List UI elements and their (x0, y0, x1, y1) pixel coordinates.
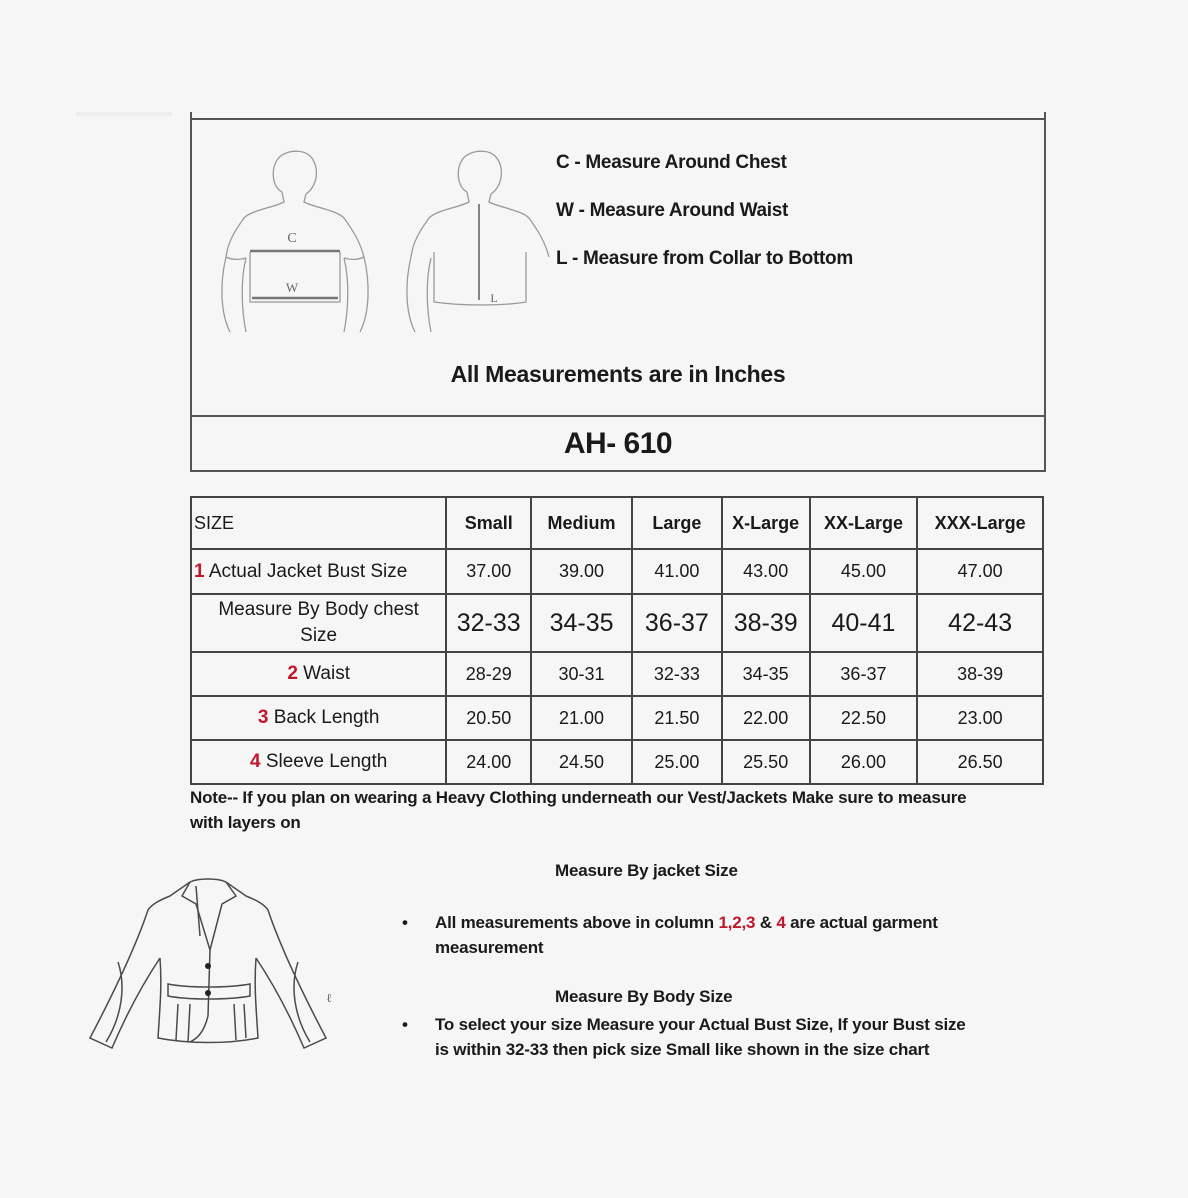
legend-chest: C - Measure Around Chest (556, 152, 787, 173)
table-cell: 39.00 (531, 549, 632, 594)
row-label-text: Sleeve Length (265, 751, 388, 772)
table-cell: 25.00 (632, 740, 722, 784)
table-cell: 34-35 (722, 652, 810, 696)
bullet-icon: • (402, 1015, 408, 1034)
table-cell: 28-29 (446, 652, 531, 696)
table-cell: 43.00 (722, 549, 810, 594)
table-cell: 25.50 (722, 740, 810, 784)
table-cell: 22.50 (810, 696, 918, 740)
table-cell: 42-43 (917, 594, 1043, 652)
table-cell: 32-33 (632, 652, 722, 696)
bullet-text-part: & (755, 913, 777, 932)
table-row (191, 696, 1043, 740)
legend-length: L - Measure from Collar to Bottom (556, 248, 853, 269)
back-figure-icon (407, 151, 549, 332)
table-cell: 21.50 (632, 696, 722, 740)
table-row (191, 549, 1043, 594)
row-label: Measure By Body chest Size (191, 594, 446, 652)
figure-label-l: L (490, 291, 498, 305)
table-cell: 21.00 (531, 696, 632, 740)
bullet-icon: • (402, 913, 408, 932)
units-note: All Measurements are in Inches (450, 361, 786, 387)
header-size: X-Large (722, 497, 810, 549)
jacket-section-title: Measure By jacket Size (555, 861, 738, 880)
table-cell: 24.00 (446, 740, 531, 784)
button-icon (205, 963, 211, 969)
header-size-label: SIZE (191, 497, 446, 549)
size-chart-table (190, 496, 1044, 785)
button-icon (205, 990, 211, 996)
table-cell: 26.50 (917, 740, 1043, 784)
table-row (191, 652, 1043, 696)
table-cell: 40-41 (810, 594, 918, 652)
product-code: AH- 610 (563, 427, 673, 460)
row-label (191, 696, 446, 740)
header-size: Medium (531, 497, 632, 549)
jacket-bullet (400, 910, 980, 960)
jacket-bullet-text (435, 910, 980, 960)
table-cell: 47.00 (917, 549, 1043, 594)
table-cell: 34-35 (531, 594, 632, 652)
header-size: Large (632, 497, 722, 549)
row-label (191, 740, 446, 784)
top-rule (192, 118, 1044, 120)
table-row (191, 594, 1043, 652)
table-cell: 26.00 (810, 740, 918, 784)
table-cell: 38-39 (722, 594, 810, 652)
row-number: 1 (194, 560, 205, 582)
table-cell: 36-37 (632, 594, 722, 652)
row-number: 3 (257, 707, 269, 728)
table-header-row (191, 497, 1043, 549)
row-label-text: Waist (303, 663, 350, 684)
table-cell: 37.00 (446, 549, 531, 594)
row-label-text: Back Length (273, 707, 380, 728)
row-label-text: Actual Jacket Bust Size (208, 560, 408, 582)
table-cell: 22.00 (722, 696, 810, 740)
figure-label-c: C (287, 231, 297, 246)
table-cell: 20.50 (446, 696, 531, 740)
body-measurement-figures (212, 142, 552, 342)
divider (192, 415, 1044, 417)
bullet-text-part: All measurements above in column (435, 913, 719, 932)
bullet-text-part: are actual garment measurement (435, 913, 938, 957)
row-label (191, 549, 446, 594)
row-number: 2 (287, 663, 298, 684)
measurement-guide-box (190, 112, 1046, 472)
bullet-highlight: 1,2,3 (718, 913, 756, 932)
table-cell: 36-37 (810, 652, 918, 696)
note-text: Note-- If you plan on wearing a Heavy Clothing underneath our Vest/Jackets Make sure to measure with layers on (190, 788, 967, 832)
table-cell: 45.00 (810, 549, 918, 594)
table-cell: 23.00 (917, 696, 1043, 740)
table-cell: 38-39 (917, 652, 1043, 696)
table-cell: 41.00 (632, 549, 722, 594)
decorative-line (76, 112, 172, 116)
bullet-highlight: 4 (776, 913, 786, 932)
row-label (191, 652, 446, 696)
figure-label-w: W (285, 280, 299, 295)
header-size: XX-Large (810, 497, 918, 549)
sketch-mark: ℓ (326, 991, 332, 1005)
table-cell: 30-31 (531, 652, 632, 696)
header-size: XXX-Large (917, 497, 1043, 549)
jacket-sketch-icon (78, 866, 338, 1056)
row-number: 4 (249, 751, 261, 772)
header-size: Small (446, 497, 531, 549)
body-section-title: Measure By Body Size (555, 987, 733, 1006)
table-row (191, 740, 1043, 784)
table-cell: 32-33 (446, 594, 531, 652)
body-bullet (400, 1012, 980, 1062)
table-cell: 24.50 (531, 740, 632, 784)
legend-waist: W - Measure Around Waist (556, 200, 789, 221)
body-bullet-text: To select your size Measure your Actual Bust Size, If your Bust size is within 32-33 then pick size Small like shown in the size chart (435, 1015, 966, 1059)
